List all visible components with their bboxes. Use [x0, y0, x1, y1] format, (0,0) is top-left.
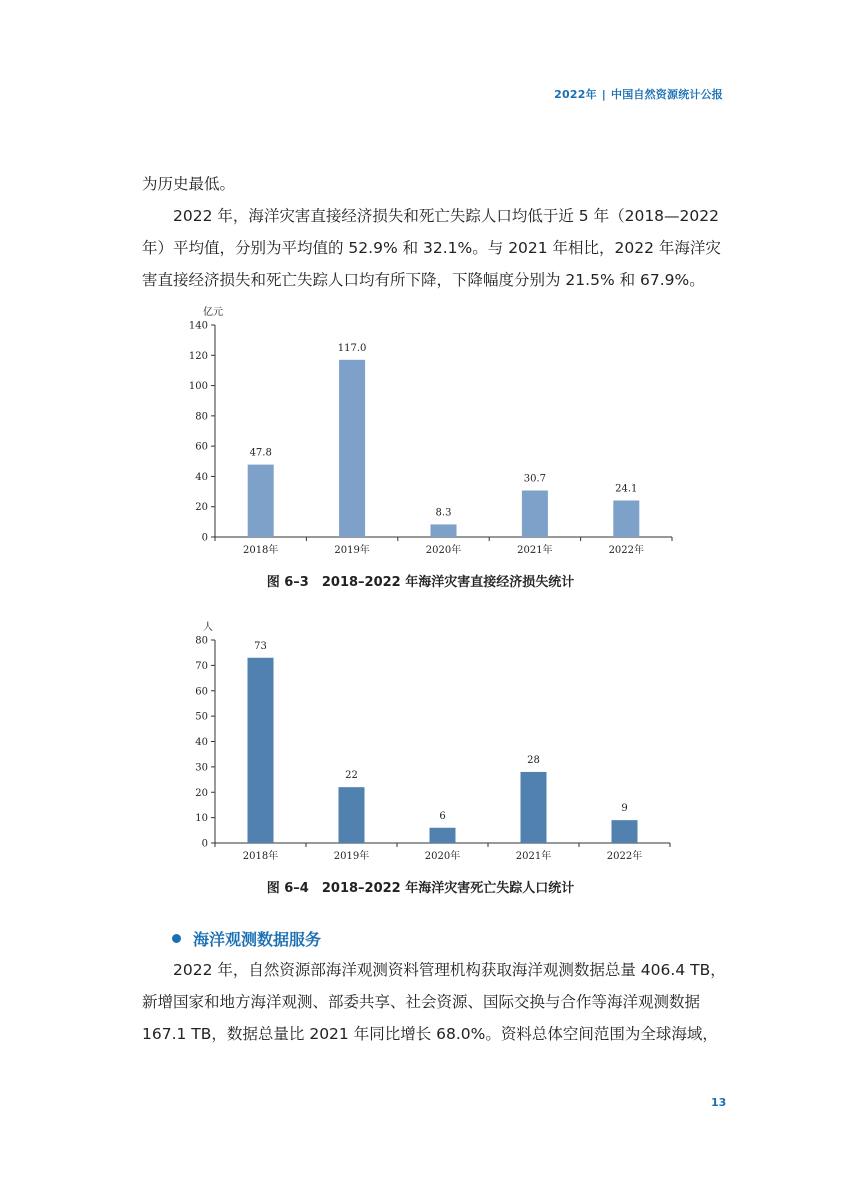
casualty-value-label: 6: [439, 810, 446, 822]
chart-economic-loss: [170, 300, 690, 560]
casualty-y-tick-label: 10: [195, 813, 208, 825]
casualty-bar: [612, 820, 638, 843]
loss-value-label: 47.8: [249, 447, 272, 459]
bullet-icon: [172, 934, 181, 943]
paragraph-ocean-data: 2022 年，自然资源部海洋观测资料管理机构获取海洋观测数据总量 406.4 TB，新增国家和地方海洋观测、部委共享、社会资源、国际交换与合作等海洋观测数据 167.1 TB，数据总量比 2021 年同比增长 68.0%。资料总体空间范围为全球海域，: [142, 961, 726, 1043]
casualty-value-label: 22: [345, 770, 358, 782]
chart-casualties: [170, 615, 690, 870]
loss-bar: [431, 524, 457, 537]
header-separator: |: [601, 88, 606, 101]
casualty-category-label: 2020年: [424, 851, 461, 862]
section-title: [172, 927, 321, 950]
casualty-y-tick-label: 60: [195, 686, 208, 698]
loss-unit-label: 亿元: [203, 307, 223, 318]
chart-casualties-svg: [170, 615, 690, 870]
chart-economic-loss-svg: [170, 300, 690, 560]
loss-category-label: 2022年: [608, 545, 645, 556]
page-header: [554, 86, 723, 102]
casualty-bar: [430, 828, 456, 843]
caption-figure-6-4: 图 6–4 2018–2022 年海洋灾害死亡失踪人口统计: [266, 881, 575, 896]
loss-category-label: 2019年: [334, 545, 370, 556]
casualty-category-label: 2021年: [515, 851, 552, 862]
loss-bar: [248, 465, 274, 537]
casualty-value-label: 73: [254, 640, 267, 652]
casualty-y-tick-label: 50: [195, 711, 208, 723]
paragraph-continuation: 为历史最低。: [142, 175, 236, 193]
loss-value-label: 24.1: [615, 483, 638, 495]
loss-y-tick-label: 40: [195, 471, 208, 483]
casualty-y-tick-label: 80: [195, 635, 208, 647]
casualty-value-label: 9: [621, 803, 628, 815]
section-title-text: 海洋观测数据服务: [193, 930, 322, 949]
loss-bar: [522, 491, 548, 537]
loss-bar: [339, 360, 365, 537]
casualty-value-label: 28: [527, 754, 540, 766]
loss-y-tick-label: 120: [188, 350, 208, 362]
loss-value-label: 8.3: [435, 507, 452, 519]
casualty-y-tick-label: 20: [195, 787, 208, 799]
casualty-y-tick-label: 40: [195, 737, 208, 748]
casualty-category-label: 2019年: [333, 851, 370, 862]
page-number: 13: [711, 1096, 727, 1109]
casualty-category-label: 2022年: [606, 851, 643, 862]
loss-y-tick-label: 20: [195, 502, 208, 514]
casualty-y-tick-label: 70: [195, 660, 208, 672]
loss-y-tick-label: 0: [201, 532, 208, 544]
paragraph-disaster-summary: 2022 年，海洋灾害直接经济损失和死亡失踪人口均低于近 5 年（2018—2022 年）平均值，分别为平均值的 52.9% 和 32.1%。与 2021 年相比，2022 年海洋灾害直接经济损失和死亡失踪人口均有所下降，下降幅度分别为 21.5% 和 67.9%。: [142, 207, 721, 289]
loss-category-label: 2018年: [242, 545, 279, 556]
loss-y-tick-label: 80: [195, 411, 208, 423]
casualty-unit-label: 人: [203, 622, 213, 633]
loss-value-label: 30.7: [523, 473, 547, 485]
loss-y-tick-label: 60: [195, 441, 208, 453]
loss-category-label: 2020年: [425, 545, 462, 556]
header-title: 中国自然资源统计公报: [611, 88, 723, 101]
casualty-bar: [339, 787, 365, 843]
loss-y-tick-label: 140: [188, 320, 208, 332]
header-year: 2022年: [554, 88, 597, 101]
caption-figure-6-3: 图 6–3 2018–2022 年海洋灾害直接经济损失统计: [266, 575, 575, 590]
loss-y-tick-label: 100: [188, 381, 208, 393]
casualty-y-tick-label: 0: [201, 838, 208, 850]
loss-value-label: 117.0: [337, 342, 367, 354]
loss-category-label: 2021年: [517, 545, 553, 556]
casualty-category-label: 2018年: [242, 851, 279, 862]
loss-bar: [613, 501, 639, 537]
casualty-bar: [248, 658, 274, 843]
casualty-bar: [521, 772, 547, 843]
casualty-y-tick-label: 30: [195, 762, 208, 774]
